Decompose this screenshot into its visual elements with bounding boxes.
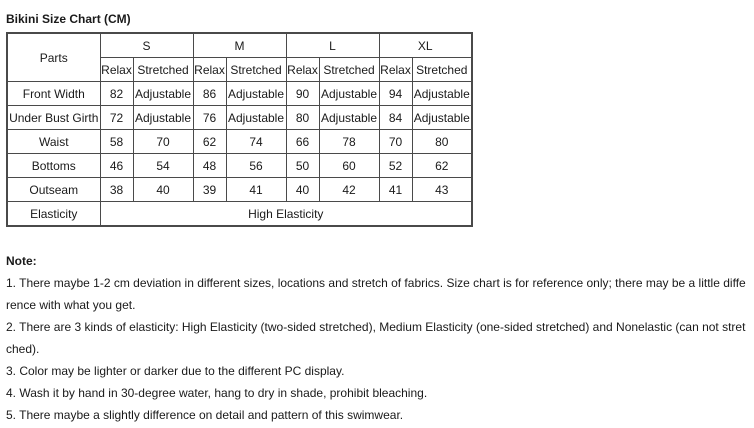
table-cell: 76 — [193, 106, 226, 130]
size-header-row — [7, 33, 472, 58]
table-cell: 54 — [133, 154, 193, 178]
part-label: Bottoms — [7, 154, 100, 178]
table-cell: 62 — [193, 130, 226, 154]
note-line: 4. Wash it by hand in 30-degree water, hang to dry in shade, prohibit bleaching. — [6, 386, 428, 400]
note-line: 3. Color may be lighter or darker due to the different PC display. — [6, 364, 345, 378]
table-cell: Adjustable — [412, 106, 472, 130]
table-cell: 40 — [286, 178, 319, 202]
part-label: Waist — [7, 130, 100, 154]
sub-header-cell: Stretched — [412, 58, 472, 82]
table-cell: Adjustable — [133, 82, 193, 106]
table-cell: 82 — [100, 82, 133, 106]
table-cell: 41 — [379, 178, 412, 202]
size-header-m: M — [193, 33, 286, 58]
table-row — [7, 106, 472, 130]
table-cell: Adjustable — [226, 82, 286, 106]
table-cell: 43 — [412, 178, 472, 202]
table-cell: Adjustable — [226, 106, 286, 130]
sub-header-cell: Stretched — [133, 58, 193, 82]
table-row — [7, 130, 472, 154]
table-cell: 72 — [100, 106, 133, 130]
part-label: Under Bust Girth — [7, 106, 100, 130]
table-cell: 90 — [286, 82, 319, 106]
size-header-xl: XL — [379, 33, 472, 58]
table-cell: 40 — [133, 178, 193, 202]
notes-heading: Note: — [6, 254, 37, 268]
table-cell: Adjustable — [319, 82, 379, 106]
table-cell: 70 — [379, 130, 412, 154]
table-cell: 39 — [193, 178, 226, 202]
table-row — [7, 82, 472, 106]
table-cell: 80 — [286, 106, 319, 130]
table-cell: 58 — [100, 130, 133, 154]
part-label: Outseam — [7, 178, 100, 202]
table-cell: 41 — [226, 178, 286, 202]
table-cell: 48 — [193, 154, 226, 178]
table-cell: 50 — [286, 154, 319, 178]
note-line: 2. There are 3 kinds of elasticity: High Elasticity (two-sided stretched), Medium Elasticity (one-sided stretched) and Nonelastic (can not stret — [6, 320, 746, 334]
sub-header-cell: Stretched — [319, 58, 379, 82]
table-cell: 74 — [226, 130, 286, 154]
notes-section — [6, 250, 750, 426]
table-cell: Adjustable — [319, 106, 379, 130]
table-cell: 94 — [379, 82, 412, 106]
note-line: ched). — [6, 342, 40, 356]
table-cell: 78 — [319, 130, 379, 154]
table-cell: 86 — [193, 82, 226, 106]
elasticity-row — [7, 202, 472, 227]
table-cell: 84 — [379, 106, 412, 130]
sub-header-cell: Relax — [379, 58, 412, 82]
sub-header-cell: Relax — [100, 58, 133, 82]
table-cell: 42 — [319, 178, 379, 202]
sub-header-cell: Relax — [286, 58, 319, 82]
size-chart-table — [6, 32, 473, 227]
table-cell: 62 — [412, 154, 472, 178]
table-cell: Adjustable — [133, 106, 193, 130]
part-label: Front Width — [7, 82, 100, 106]
table-cell: 52 — [379, 154, 412, 178]
size-header-l: L — [286, 33, 379, 58]
table-cell: Adjustable — [412, 82, 472, 106]
chart-title: Bikini Size Chart (CM) — [6, 12, 131, 26]
table-cell: 70 — [133, 130, 193, 154]
table-cell: 46 — [100, 154, 133, 178]
sub-header-cell: Stretched — [226, 58, 286, 82]
elasticity-value: High Elasticity — [100, 202, 472, 227]
table-row — [7, 154, 472, 178]
table-cell: 60 — [319, 154, 379, 178]
parts-header: Parts — [7, 33, 100, 82]
elasticity-label: Elasticity — [7, 202, 100, 227]
table-cell: 66 — [286, 130, 319, 154]
table-cell: 38 — [100, 178, 133, 202]
table-row — [7, 178, 472, 202]
table-cell: 56 — [226, 154, 286, 178]
note-line: rence with what you get. — [6, 298, 136, 312]
size-header-s: S — [100, 33, 193, 58]
note-line: 1. There maybe 1-2 cm deviation in different sizes, locations and stretch of fabrics. Size chart is for reference only; there may be a little diffe — [6, 276, 746, 290]
table-cell: 80 — [412, 130, 472, 154]
sub-header-cell: Relax — [193, 58, 226, 82]
note-line: 5. There maybe a slightly difference on detail and pattern of this swimwear. — [6, 408, 404, 422]
